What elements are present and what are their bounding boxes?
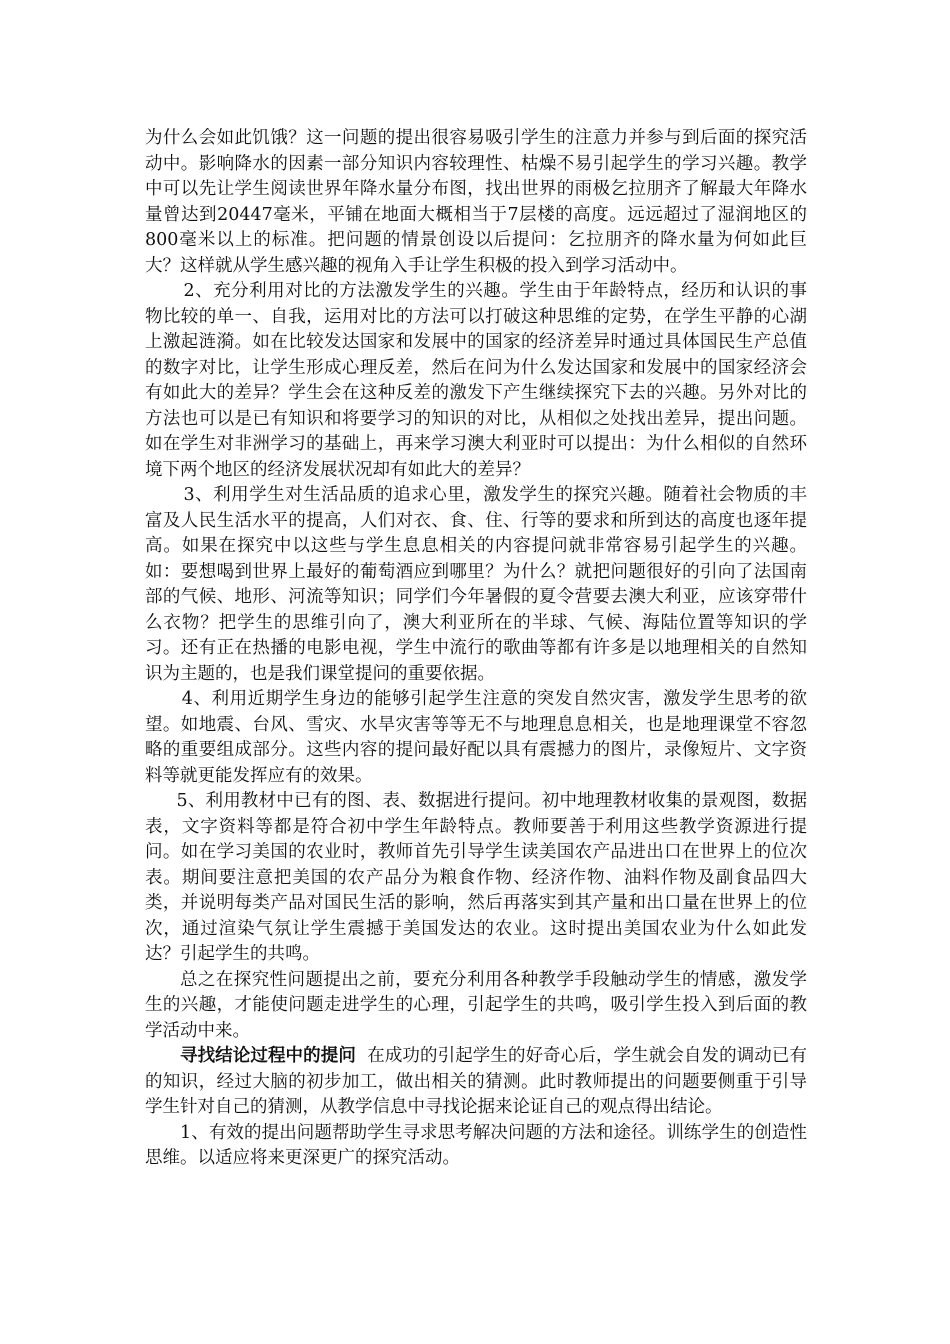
section-heading: 寻找结论过程中的提问 <box>180 1046 356 1066</box>
paragraph-section-point-1-text: 1、有效的提出问题帮助学生寻求思考解决问题的方法和途径。训练学生的创造性思维。以适应将来更深更广的探究活动。 <box>145 1122 807 1168</box>
paragraph-point-4-text: 4、利用近期学生身边的能够引起学生注意的突发自然灾害，激发学生思考的欲望。如地震、台风、雪灾、水旱灾害等等无不与地理息息相关，也是地理课堂不容忽略的重要组成部分。这些内容的提问最好配以具有震撼力的图片，录像短片、文字资料等就更能发挥应有的效果。 <box>145 689 807 786</box>
section-heading-text: 在成功的引起学生的好奇心后，学生就会自发的调动已有的知识，经过大脑的初步加工，做出相关的猜测。此时教师提出的问题要侧重于引导学生针对自己的猜测，从教学信息中寻找论据来论证自己的观点得出结论。 <box>145 1046 807 1117</box>
paragraph-point-4 <box>145 687 807 789</box>
paragraph-summary <box>145 968 807 1045</box>
paragraph-section-point-1 <box>145 1121 807 1172</box>
paragraph-point-3-text: 3、利用学生对生活品质的追求心里，激发学生的探究兴趣。随着社会物质的丰富及人民生活水平的提高，人们对衣、食、住、行等的要求和所到达的高度也逐年提高。如果在探究中以这些与学生息息相关的内容提问就非常容易引起学生的兴趣。如：要想喝到世界上最好的葡萄酒应到哪里？为什么？就把问题很好的引向了法国南部的气候、地形、河流等知识；同学们今年暑假的夏令营要去澳大利亚，应该穿带什么衣物？把学生的思维引向了，澳大利亚所在的半球、气候、海陆位置等知识的学习。还有正在热播的电影电视，学生中流行的歌曲等都有许多是以地理相关的自然知识为主题的，也是我们课堂提问的重要依据。 <box>145 485 807 684</box>
paragraph-point-2 <box>145 279 807 483</box>
paragraph-point-5 <box>145 789 807 968</box>
paragraph-intro-text: 为什么会如此饥饿？这一问题的提出很容易吸引学生的注意力并参与到后面的探究活动中。影响降水的因素一部分知识内容较理性、枯燥不易引起学生的学习兴趣。教学中可以先让学生阅读世界年降水量分布图，找出世界的雨极乞拉朋齐了解最大年降水量曾达到20447毫米，平铺在地面大概相当于7层楼的高度。远远超过了湿润地区的800毫米以上的标准。把问题的情景创设以后提问：乞拉朋齐的降水量为何如此巨大？这样就从学生感兴趣的视角入手让学生积极的投入到学习活动中。 <box>145 128 807 276</box>
paragraph-section <box>145 1044 807 1121</box>
paragraph-point-3 <box>145 483 807 687</box>
paragraph-summary-text: 总之在探究性问题提出之前，要充分利用各种教学手段触动学生的情感，激发学生的兴趣，才能使问题走进学生的心理，引起学生的共鸣，吸引学生投入到后面的教学活动中来。 <box>145 969 807 1041</box>
paragraph-point-5-text: 5、利用教材中已有的图、表、数据进行提问。初中地理教材收集的景观图，数据表，文字资料等都是符合初中学生年龄特点。教师要善于利用这些教学资源进行提问。如在学习美国的农业时，教师首先引导学生读美国农产品进出口在世界上的位次表。期间要注意把美国的农产品分为粮食作物、经济作物、油料作物及副食品四大类，并说明每类产品对国民生活的影响，然后再落实到其产量和出口量在世界上的位次，通过渲染气氛让学生震撼于美国发达的农业。这时提出美国农业为什么如此发达？引起学生的共鸣。 <box>145 791 807 964</box>
paragraph-point-2-text: 2、充分利用对比的方法激发学生的兴趣。学生由于年龄特点，经历和认识的事物比较的单一、自我，运用对比的方法可以打破这种思维的定势，在学生平静的心湖上激起涟漪。如在比较发达国家和发展中的国家的经济差异时通过具体国民生产总值的数字对比，让学生形成心理反差，然后在问为什么发达国家和发展中的国家经济会有如此大的差异？学生会在这种反差的激发下产生继续探究下去的兴趣。另外对比的方法也可以是已有知识和将要学习的知识的对比，从相似之处找出差异，提出问题。如在学生对非洲学习的基础上，再来学习澳大利亚时可以提出：为什么相似的自然环境下两个地区的经济发展状况却有如此大的差异？ <box>145 281 807 480</box>
document-page <box>145 126 807 1172</box>
paragraph-intro <box>145 126 807 279</box>
